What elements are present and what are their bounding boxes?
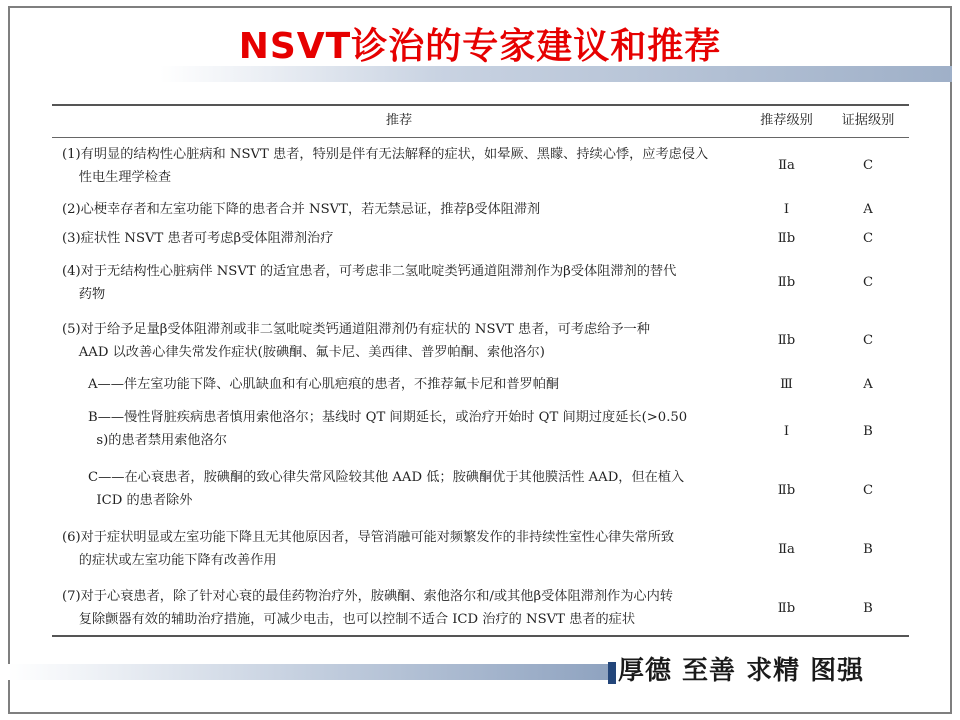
header-recommendation: 推荐 [385,113,413,128]
row-evidence: B [863,424,873,439]
table-header-rule [52,137,909,138]
row-level: Ⅱb [777,275,796,290]
table-row [52,466,909,512]
table-row [52,373,909,396]
row-evidence: B [863,542,873,557]
header-recommendation-level: 推荐级别 [760,113,813,128]
footer-decoration-band [8,664,608,680]
row-text: (7)对于心衰患者，除了针对心衰的最佳药物治疗外，胺碘酮、索他洛尔和/或其他β受体阻滞剂作为心内转 复除颤器有效的辅助治疗措施，可减少电击，也可以控制不适合 ICD 治疗的 NSVT 患者的症状 [62,589,673,627]
row-evidence: A [863,377,873,392]
row-text: C——在心衰患者，胺碘酮的致心律失常风险较其他 AAD 低；胺碘酮优于其他膜活性 AAD，但在植入 ICD 的患者除外 [88,470,685,508]
row-level: Ⅱb [777,333,796,348]
row-evidence: C [862,333,874,348]
row-text: A——伴左室功能下降、心肌缺血和有心肌疤痕的患者，不推荐氟卡尼和普罗帕酮 [88,377,560,392]
row-level: Ⅱb [777,483,796,498]
table-row [52,227,909,250]
row-evidence: B [863,601,873,616]
table-row [52,260,909,306]
table-row [52,526,909,572]
row-level: Ⅰ [783,202,790,217]
table-row [52,406,909,452]
row-evidence: C [862,275,874,290]
row-evidence: C [862,231,874,246]
row-level: Ⅱb [777,231,796,246]
row-text: (4)对于无结构性心脏病伴 NSVT 的适宜患者，可考虑非二氢吡啶类钙通道阻滞剂作为β受体阻滞剂的替代 药物 [62,264,677,302]
row-evidence: C [862,483,874,498]
footer-motto: 厚德 至善 求精 图强 [618,656,865,686]
table-top-rule [52,104,909,106]
table-row [52,318,909,364]
row-evidence: A [863,202,873,217]
row-text: (2)心梗幸存者和左室功能下降的患者合并 NSVT，若无禁忌证，推荐β受体阻滞剂 [62,202,541,217]
footer-accent-bar [608,662,616,684]
table-row [52,585,909,631]
row-level: Ⅰ [783,424,790,439]
table-bottom-rule [52,635,909,637]
table-row [52,143,909,189]
row-text: (1)有明显的结构性心脏病和 NSVT 患者，特别是伴有无法解释的症状，如晕厥、黑矇、持续心悸，应考虑侵入 性电生理学检查 [62,147,709,185]
row-level: Ⅲ [780,377,793,392]
row-text: (5)对于给予足量β受体阻滞剂或非二氢吡啶类钙通道阻滞剂仍有症状的 NSVT 患者，可考虑给予一种 AAD 以改善心律失常发作症状(胺碘酮、氟卡尼、美西律、普罗帕酮、索他洛尔) [62,322,650,360]
slide-title: NSVT诊治的专家建议和推荐 [238,26,722,67]
header-evidence-level: 证据级别 [841,113,895,128]
row-text: B——慢性肾脏疾病患者慎用索他洛尔；基线时 QT 间期延长，或治疗开始时 QT 间期过度延长(>0.50 s)的患者禁用索他洛尔 [88,410,688,448]
row-evidence: C [862,158,874,173]
row-level: Ⅱa [778,542,795,557]
row-level: Ⅱb [777,601,796,616]
table-row [52,198,909,221]
row-text: (6)对于症状明显或左室功能下降且无其他原因者，导管消融可能对频繁发作的非持续性室性心律失常所致 的症状或左室功能下降有改善作用 [62,530,675,568]
row-level: Ⅱa [778,158,795,173]
row-text: (3)症状性 NSVT 患者可考虑β受体阻滞剂治疗 [62,231,334,246]
